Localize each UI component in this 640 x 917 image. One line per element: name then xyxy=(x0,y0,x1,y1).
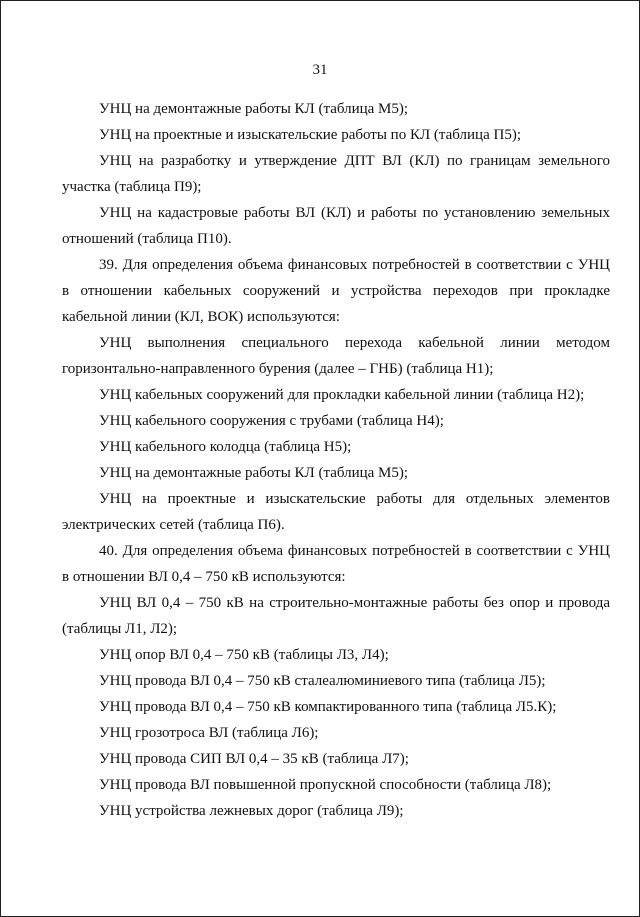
paragraph-unc-dismantling-kl-2: УНЦ на демонтажные работы КЛ (таблица М5); xyxy=(99,465,409,481)
paragraph-unc-log-roads: УНЦ устройства лежневых дорог (таблица Л9); xyxy=(99,803,404,819)
paragraph-unc-vl-supports: УНЦ опор ВЛ 0,4 – 750 кВ (таблицы Л3, Л4); xyxy=(99,647,389,663)
document-body xyxy=(62,96,610,824)
paragraph-section-40: 40. Для определения объема финансовых потребностей в соответствии с УНЦ в отношении ВЛ 0,4 – 750 кВ используются: xyxy=(62,543,610,585)
paragraph-unc-vl-compacted-wire: УНЦ провода ВЛ 0,4 – 750 кВ компактированного типа (таблица Л5.К); xyxy=(99,699,557,715)
paragraph-unc-dpt: УНЦ на разработку и утверждение ДПТ ВЛ (КЛ) по границам земельного участка (таблица П9); xyxy=(62,153,610,195)
paragraph-unc-sip-wire: УНЦ провода СИП ВЛ 0,4 – 35 кВ (таблица Л7); xyxy=(99,751,409,767)
paragraph-unc-vl-construction: УНЦ ВЛ 0,4 – 750 кВ на строительно-монтажные работы без опор и провода (таблицы Л1, Л2); xyxy=(62,595,610,637)
page-number: 31 xyxy=(312,62,328,78)
paragraph-unc-ground-wire: УНЦ грозотроса ВЛ (таблица Л6); xyxy=(99,725,319,741)
paragraph-unc-cadastral: УНЦ на кадастровые работы ВЛ (КЛ) и работы по установлению земельных отношений (таблица П10). xyxy=(62,205,610,247)
paragraph-unc-cable-well: УНЦ кабельного колодца (таблица Н5); xyxy=(99,439,352,455)
paragraph-section-39: 39. Для определения объема финансовых потребностей в соответствии с УНЦ в отношении кабельных сооружений и устройства переходов при прокладке кабельной линии (КЛ, ВОК) используются: xyxy=(62,257,610,325)
paragraph-unc-dismantling-kl: УНЦ на демонтажные работы КЛ (таблица М5); xyxy=(99,101,409,117)
paragraph-unc-design-network: УНЦ на проектные и изыскательские работы для отдельных элементов электрических сетей (таблица П6). xyxy=(62,491,610,533)
paragraph-unc-cable-structures: УНЦ кабельных сооружений для прокладки кабельной линии (таблица Н2); xyxy=(99,387,585,403)
paragraph-unc-high-capacity-wire: УНЦ провода ВЛ повышенной пропускной способности (таблица Л8); xyxy=(99,777,552,793)
paragraph-unc-design-kl: УНЦ на проектные и изыскательские работы по КЛ (таблица П5); xyxy=(99,127,521,143)
paragraph-unc-cable-structure-pipes: УНЦ кабельного сооружения с трубами (таблица Н4); xyxy=(99,413,444,429)
paragraph-unc-vl-steel-aluminum-wire: УНЦ провода ВЛ 0,4 – 750 кВ сталеалюминиевого типа (таблица Л5); xyxy=(99,673,546,689)
paragraph-unc-gnb: УНЦ выполнения специального перехода кабельной линии методом горизонтально-направленного бурения (далее – ГНБ) (таблица Н1); xyxy=(62,335,610,377)
